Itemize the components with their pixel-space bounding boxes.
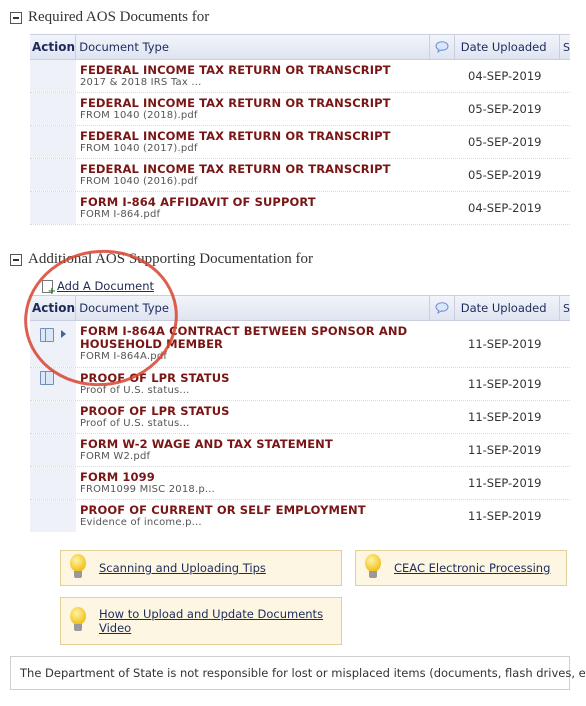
table-row: [30, 159, 570, 192]
ceac-processing-link[interactable]: CEAC Electronic Processing: [394, 561, 551, 575]
document-filename: Proof of U.S. status...: [80, 417, 190, 429]
document-title: FEDERAL INCOME TAX RETURN OR TRANSCRIPT: [80, 161, 391, 176]
document-filename: FORM W2.pdf: [80, 450, 151, 462]
status-column-header: S: [559, 296, 570, 320]
document-title: FORM I-864A CONTRACT BETWEEN SPONSOR AND HOUSEHOLD MEMBER: [80, 324, 408, 351]
required-section-header: [10, 9, 209, 26]
row-action-cell: [30, 126, 76, 158]
document-details-icon[interactable]: [40, 371, 54, 385]
row-action-cell: [30, 93, 76, 125]
document-type-column-header[interactable]: Document Type: [75, 35, 429, 59]
table-row: [30, 60, 570, 93]
upload-video-link[interactable]: How to Upload and Update Documents Video: [99, 607, 324, 635]
additional-section-title: Additional AOS Supporting Documentation for: [28, 251, 313, 267]
scanning-tips-box: [60, 550, 342, 586]
upload-date: 11-SEP-2019: [468, 509, 542, 523]
action-column-header: Action: [32, 40, 76, 54]
scanning-tips-link[interactable]: Scanning and Uploading Tips: [99, 561, 266, 575]
document-title: PROOF OF LPR STATUS: [80, 370, 230, 385]
upload-date: 11-SEP-2019: [468, 337, 542, 351]
document-type-column-header[interactable]: Document Type: [75, 296, 429, 320]
upload-date: 11-SEP-2019: [468, 443, 542, 457]
document-title: FORM 1099: [80, 469, 155, 484]
table-row: [30, 93, 570, 126]
row-action-cell: [30, 192, 76, 224]
document-filename: FROM 1040 (2017).pdf: [80, 142, 198, 154]
collapse-icon[interactable]: [10, 254, 22, 266]
document-title: FEDERAL INCOME TAX RETURN OR TRANSCRIPT: [80, 62, 391, 77]
lightbulb-icon: [362, 554, 386, 582]
document-filename: FORM I-864A.pdf: [80, 351, 168, 362]
table-row: [30, 500, 570, 532]
document-title: FEDERAL INCOME TAX RETURN OR TRANSCRIPT: [80, 95, 391, 110]
required-section-title: Required AOS Documents for: [28, 9, 210, 25]
document-filename: Evidence of income.p...: [80, 516, 202, 528]
comment-icon: [429, 296, 454, 320]
upload-date: 05-SEP-2019: [468, 135, 542, 149]
collapse-icon[interactable]: [10, 12, 22, 24]
document-title: PROOF OF CURRENT OR SELF EMPLOYMENT: [80, 502, 366, 517]
document-filename: FORM I-864.pdf: [80, 208, 161, 220]
upload-date: 05-SEP-2019: [468, 168, 542, 182]
ceac-tips-box: [355, 550, 567, 586]
row-action-cell: [30, 467, 76, 499]
status-column-header: S: [559, 35, 570, 59]
document-title: FORM W-2 WAGE AND TAX STATEMENT: [80, 436, 333, 451]
document-filename: Proof of U.S. status...: [80, 384, 190, 396]
upload-date: 11-SEP-2019: [468, 410, 542, 424]
date-uploaded-column-header[interactable]: Date Uploaded: [454, 296, 559, 320]
disclaimer-note: The Department of State is not responsible for lost or misplaced items (documents, flash drives, e: [10, 656, 570, 690]
date-uploaded-column-header[interactable]: Date Uploaded: [454, 35, 559, 59]
upload-date: 04-SEP-2019: [468, 69, 542, 83]
table-row: [30, 434, 570, 467]
comment-icon: [429, 35, 454, 59]
required-documents-table: [30, 34, 570, 225]
row-action-cell: [30, 60, 76, 92]
upload-date: 05-SEP-2019: [468, 102, 542, 116]
action-column-header: Action: [32, 301, 76, 315]
document-filename: FROM 1040 (2016).pdf: [80, 175, 198, 187]
table-header: [30, 34, 570, 60]
table-row: [30, 401, 570, 434]
table-row: [30, 126, 570, 159]
upload-date: 04-SEP-2019: [468, 201, 542, 215]
row-action-cell: [30, 500, 76, 532]
document-filename: FROM 1040 (2018).pdf: [80, 109, 198, 121]
row-action-cell: [30, 434, 76, 466]
table-row: [30, 467, 570, 500]
add-document-label[interactable]: Add A Document: [57, 279, 155, 293]
lightbulb-icon: [67, 554, 91, 582]
document-title: FORM I-864 AFFIDAVIT OF SUPPORT: [80, 194, 316, 209]
document-title: FEDERAL INCOME TAX RETURN OR TRANSCRIPT: [80, 128, 391, 143]
row-action-cell: [30, 159, 76, 191]
document-filename: 2017 & 2018 IRS Tax ...: [80, 76, 202, 88]
row-action-cell: [30, 401, 76, 433]
upload-date: 11-SEP-2019: [468, 377, 542, 391]
upload-video-box: [60, 597, 342, 645]
upload-date: 11-SEP-2019: [468, 476, 542, 490]
document-filename: FROM1099 MISC 2018.p...: [80, 483, 216, 495]
document-title: PROOF OF LPR STATUS: [80, 403, 230, 418]
lightbulb-icon: [67, 607, 91, 635]
table-row: [30, 192, 570, 225]
